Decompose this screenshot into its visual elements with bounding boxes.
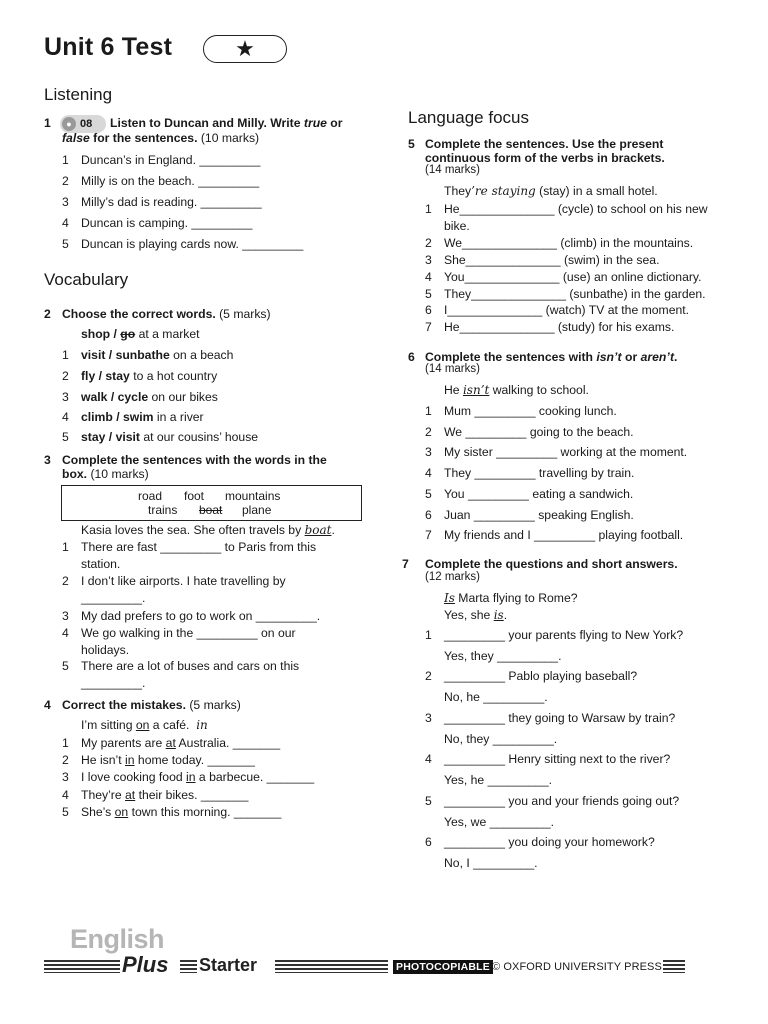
option-a: climb: [81, 410, 113, 424]
item-number: 3: [62, 770, 69, 785]
item-pre: They’re: [81, 787, 126, 802]
question-text: _________ your parents flying to New York?: [444, 628, 684, 642]
option-b: cycle: [117, 390, 149, 404]
logo-english: English: [70, 924, 165, 954]
section-heading-listening: Listening: [44, 85, 113, 104]
item-mistake: in: [125, 753, 135, 768]
item-text: Mum _________ cooking lunch.: [444, 404, 617, 418]
question-text: _________ they going to Warsaw by train?: [444, 710, 676, 725]
item-number: 4: [425, 270, 432, 284]
item-number: 7: [425, 528, 432, 543]
exercise-3-number: 3: [44, 453, 51, 467]
exercise-6-marks: (14 marks): [425, 363, 480, 375]
box-word: foot: [184, 489, 205, 503]
item-text: Duncan’s in England. _________: [81, 153, 261, 167]
exercise-2-example: shop / go at a market: [81, 327, 200, 341]
item-number: 5: [62, 659, 69, 673]
exercise-4-number: 4: [44, 698, 51, 712]
item-post: their bikes. _______: [135, 787, 249, 802]
page-title: Unit 6 Test: [44, 33, 173, 61]
item-text-line1: We______________ (climb) in the mountains.: [444, 236, 694, 250]
item-mistake: at: [165, 736, 176, 750]
footer-stripes-end: [663, 960, 685, 973]
item-number: 2: [425, 236, 432, 250]
item-number: 2: [62, 574, 69, 588]
item-text: [81, 788, 248, 803]
item-rest: on a beach: [169, 348, 234, 362]
cd-icon: ●: [62, 117, 76, 131]
item-number: 5: [62, 430, 69, 444]
item-number: 5: [425, 486, 432, 501]
item-number: 1: [62, 736, 69, 750]
item-number: 4: [62, 410, 69, 424]
item-number: 4: [62, 626, 69, 640]
level-star-badge: [203, 35, 287, 63]
item-number: 3: [62, 609, 69, 623]
item-text-line1: There are a lot of buses and cars on this: [81, 659, 300, 673]
item-rest: at our cousins’ house: [139, 430, 259, 444]
item-number: 3: [62, 390, 69, 404]
option-b: stay: [105, 369, 130, 383]
item-post: town this morning. _______: [128, 804, 282, 819]
box-word: trains: [148, 503, 178, 517]
item-number: 1: [62, 153, 69, 167]
item-text: We _________ going to the beach.: [444, 424, 634, 439]
item-text-line2: station.: [81, 557, 121, 571]
item-number: 6: [425, 303, 432, 317]
item-text-line1: They______________ (sunbathe) in the garden.: [444, 287, 706, 301]
logo-plus: Plus: [122, 952, 169, 977]
exercise-5-marks: (14 marks): [425, 164, 480, 176]
item-text: [81, 430, 258, 445]
item-rest: to a hot country: [129, 369, 218, 383]
option-separator: /: [105, 430, 116, 444]
item-text: Milly is on the beach. _________: [81, 174, 260, 188]
item-text-line1: She______________ (swim) in the sea.: [444, 253, 660, 267]
exercise-4-example: I’m sitting on a café. in: [81, 718, 208, 732]
item-text: They _________ travelling by train.: [444, 466, 635, 481]
item-number: 5: [62, 804, 69, 819]
item-number: 1: [62, 540, 69, 554]
footer-stripes-mid: [180, 960, 197, 973]
item-number: 6: [425, 835, 432, 849]
item-number: 1: [62, 348, 69, 362]
option-a: stay: [81, 430, 106, 444]
item-pre: My parents are: [81, 736, 166, 750]
exercise-7-example-answer: Yes, she is.: [444, 608, 508, 622]
exercise-5-instruction-line1: Complete the sentences. Use the present: [425, 137, 664, 151]
exercise-6-instruction: Complete the sentences with isn’t or aren’t.: [425, 350, 678, 364]
exercise-7-number: 7: [402, 557, 409, 571]
item-text-line1: You______________ (use) an online dictionary.: [444, 270, 702, 284]
item-text: Milly’s dad is reading. _________: [81, 195, 262, 209]
box-word: mountains: [225, 489, 281, 503]
item-text-line2: holidays.: [81, 643, 130, 657]
footer-stripes-right: [275, 960, 388, 973]
item-number: 2: [62, 174, 69, 188]
item-mistake: on: [114, 804, 129, 819]
logo-starter: Starter: [199, 955, 258, 975]
item-number: 3: [62, 195, 69, 209]
exercise-2-instruction: Choose the correct words. (5 marks): [62, 307, 271, 321]
item-number: 4: [425, 752, 432, 767]
item-post: a barbecue. _______: [195, 770, 315, 785]
exercise-1-instruction-line2: false for the sentences. (10 marks): [62, 131, 260, 145]
item-post: Australia. _______: [175, 736, 281, 750]
answer-text: Yes, we _________.: [444, 814, 555, 829]
exercise-7-instruction: Complete the questions and short answers.: [425, 557, 678, 571]
answer-text: Yes, he _________.: [444, 773, 552, 788]
item-text: [81, 770, 314, 785]
exercise-7-marks: (12 marks): [425, 571, 480, 583]
item-text-line2: _________.: [81, 591, 146, 605]
option-a: walk: [81, 390, 108, 404]
question-text: _________ you doing your homework?: [444, 835, 655, 849]
option-separator: /: [95, 369, 106, 383]
item-number: 3: [425, 253, 432, 267]
item-text: My friends and I _________ playing football.: [444, 528, 684, 543]
option-separator: /: [107, 390, 118, 404]
item-number: 4: [62, 216, 69, 230]
item-pre: I love cooking food: [81, 770, 187, 785]
item-text: [81, 753, 255, 768]
item-text-line1: There are fast _________ to Paris from this: [81, 540, 317, 554]
item-number: 2: [425, 669, 432, 684]
star-icon: ★: [235, 36, 255, 61]
exercise-1-number: 1: [44, 116, 51, 130]
answer-text: No, I _________.: [444, 856, 538, 870]
item-text: Duncan is camping. _________: [81, 216, 253, 230]
item-number: 5: [425, 793, 432, 808]
item-number: 5: [425, 287, 432, 301]
answer-text: Yes, they _________.: [444, 649, 562, 663]
item-text-line1: We go walking in the _________ on our: [81, 626, 296, 640]
exercise-3-instruction-line1: Complete the sentences with the words in the: [62, 453, 327, 467]
item-text: You _________ eating a sandwich.: [444, 486, 634, 501]
item-text: [81, 348, 233, 363]
exercise-6-example: He isn’t walking to school.: [444, 383, 589, 397]
item-number: 1: [425, 202, 432, 216]
item-text: [81, 805, 281, 820]
item-text-line1: He______________ (cycle) to school on his new: [444, 202, 708, 216]
item-mistake: in: [186, 770, 196, 785]
item-text: Juan _________ speaking English.: [444, 507, 634, 522]
item-number: 4: [62, 787, 69, 802]
item-pre: He isn’t: [81, 753, 126, 768]
item-text: [81, 736, 280, 751]
item-text: [81, 369, 217, 384]
answer-text: No, they _________.: [444, 731, 558, 746]
exercise-3-example: Kasia loves the sea. She often travels by boat.: [81, 523, 335, 537]
exercise-6-number: 6: [408, 350, 415, 364]
exercise-3-instruction-line2: box. (10 marks): [62, 467, 149, 481]
exercise-5-instruction-line2: continuous form of the verbs in brackets.: [425, 151, 665, 165]
item-rest: on our bikes: [148, 390, 218, 404]
item-number: 5: [62, 237, 69, 251]
item-number: 2: [425, 424, 432, 439]
exercise-2-number: 2: [44, 307, 51, 321]
section-heading-language-focus: Language focus: [408, 108, 529, 127]
item-mistake: at: [125, 787, 136, 802]
option-separator: /: [105, 348, 116, 362]
item-text: My sister _________ working at the moment.: [444, 445, 688, 460]
track-number: 08: [80, 118, 93, 130]
item-text-line2: bike.: [444, 219, 470, 233]
item-number: 1: [425, 628, 432, 642]
item-text-line1: My dad prefers to go to work on _________.: [81, 609, 321, 623]
box-word: road: [138, 489, 163, 503]
item-number: 2: [62, 369, 69, 383]
item-text-line1: He______________ (study) for his exams.: [444, 320, 675, 334]
item-rest: in a river: [153, 410, 204, 424]
footer-stripes-left: [44, 960, 120, 973]
item-number: 1: [425, 404, 432, 418]
section-heading-vocabulary: Vocabulary: [44, 270, 129, 289]
word-box: [61, 485, 362, 521]
item-number: 6: [425, 507, 432, 522]
answer-text: No, he _________.: [444, 690, 548, 705]
item-text: [81, 390, 218, 405]
option-b: swim: [123, 410, 154, 424]
item-number: 2: [62, 753, 69, 768]
item-text: [81, 410, 204, 425]
item-text-line1: I______________ (watch) TV at the moment.: [444, 303, 690, 317]
publisher-credit: © OXFORD UNIVERSITY PRESS: [492, 961, 662, 973]
exercise-1-instruction-line1: Listen to Duncan and Milly. Write true or: [110, 116, 343, 130]
item-text-line1: I don’t like airports. I hate travelling by: [81, 574, 286, 588]
box-word-used: boat: [199, 503, 223, 517]
question-text: _________ Pablo playing baseball?: [444, 669, 638, 684]
question-text: _________ you and your friends going out?: [444, 793, 680, 808]
item-number: 4: [425, 466, 432, 481]
option-b: visit: [115, 430, 140, 444]
option-b: sunbathe: [115, 348, 170, 362]
item-text-line2: _________.: [81, 676, 146, 690]
item-pre: She’s: [81, 804, 115, 819]
exercise-4-instruction: Correct the mistakes. (5 marks): [62, 698, 241, 712]
option-separator: /: [112, 410, 124, 424]
item-post: home today. _______: [134, 753, 255, 768]
photocopiable-label: PHOTOCOPIABLE: [393, 960, 493, 974]
exercise-5-example: They’re staying (stay) in a small hotel.: [444, 184, 658, 198]
item-number: 3: [425, 710, 432, 725]
item-number: 7: [425, 320, 432, 334]
item-number: 3: [425, 445, 432, 460]
exercise-5-number: 5: [408, 137, 415, 151]
option-a: visit: [81, 348, 106, 362]
question-text: _________ Henry sitting next to the river?: [444, 752, 671, 767]
item-text: Duncan is playing cards now. _________: [81, 237, 304, 251]
box-word: plane: [242, 503, 272, 517]
option-a: fly: [81, 369, 96, 383]
exercise-7-example-question: Is Marta flying to Rome?: [444, 591, 578, 605]
